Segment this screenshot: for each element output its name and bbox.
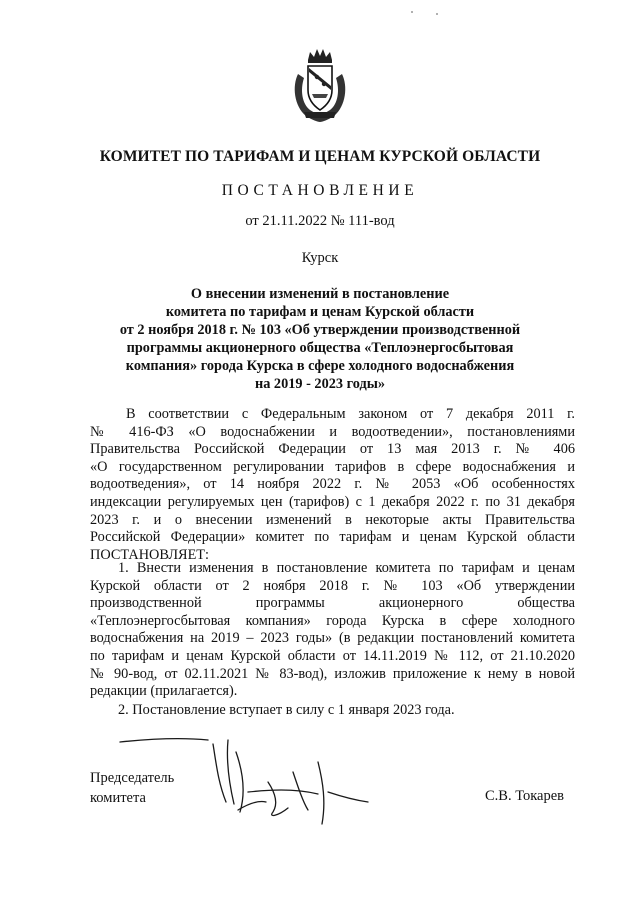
text-line: Российской Федерации» комитет по тарифам и ценам Курской области xyxy=(90,529,575,546)
scan-speck xyxy=(411,11,413,13)
text-line: водоотведения», от 14 ноября 2022 г. № 2053 «Об особенностях xyxy=(90,476,575,493)
document-title xyxy=(80,285,560,393)
text-line: водоснабжения на 2019 – 2023 годы» (в редакции постановлений комитета xyxy=(90,630,575,647)
text-line: № 416-ФЗ «О водоснабжении и водоотведении», постановлениями xyxy=(90,423,575,440)
position-line: Председатель xyxy=(90,770,175,786)
text-line: ПОСТАНОВЛЯЕТ: xyxy=(90,546,210,563)
text-line: № 90-вод, от 02.11.2021 № 83-вод), изложив приложение к нему в новой xyxy=(90,665,575,682)
text-line: 1. Внести изменения в постановление комитета по тарифам и ценам xyxy=(118,560,575,576)
city-line: Курск xyxy=(301,250,339,266)
text-line: индексации регулируемых цен (тарифов) с 1 декабря 2022 г. по 31 декабря xyxy=(90,493,575,510)
coat-of-arms-emblem xyxy=(290,46,350,124)
text-line: В соответствии с Федеральным законом от 7 декабря 2011 г. xyxy=(126,406,575,422)
text-line: «О государственном регулировании тарифов в сфере водоснабжения и xyxy=(90,458,575,475)
clause-1-paragraph xyxy=(90,560,575,701)
position-line: комитета xyxy=(90,790,146,806)
text-line: Правительства Российской Федерации от 13 мая 2013 г. № 406 xyxy=(90,441,575,458)
title-line: комитета по тарифам и ценам Курской области xyxy=(165,304,475,320)
text-line: производственной программы акционерного общества xyxy=(90,595,575,612)
text-line: 2023 г. и о внесении изменений в некоторые акты Правительства xyxy=(90,511,575,528)
scan-speck xyxy=(436,13,438,15)
title-line: от 2 ноября 2018 г. № 103 «Об утверждении производственной xyxy=(119,322,521,338)
title-line: программы акционерного общества «Теплоэнергосбытовая xyxy=(126,340,514,356)
text-line: 2. Постановление вступает в силу с 1 января 2023 года. xyxy=(118,702,455,718)
preamble-paragraph xyxy=(90,406,575,564)
date-number-line: от 21.11.2022 № 111-вод xyxy=(245,213,395,229)
signatory-position xyxy=(90,768,174,808)
title-line: компания» города Курска в сфере холодного водоснабжения xyxy=(125,358,515,374)
text-line: Курской области от 2 ноября 2018 г. № 103 «Об утверждении xyxy=(90,577,575,594)
title-line: О внесении изменений в постановление xyxy=(190,286,450,302)
text-line: по тарифам и ценам Курской области от 14.11.2019 № 112, от 21.10.2020 xyxy=(90,647,575,664)
clause-2-paragraph xyxy=(90,702,575,720)
text-line: редакции (прилагается). xyxy=(90,683,238,700)
title-line: на 2019 - 2023 годы» xyxy=(254,376,386,392)
document-type-heading: ПОСТАНОВЛЕНИЕ xyxy=(221,182,419,199)
committee-heading: КОМИТЕТ ПО ТАРИФАМ И ЦЕНАМ КУРСКОЙ ОБЛАСТИ xyxy=(99,148,541,165)
signatory-name: С.В. Токарев xyxy=(485,788,565,804)
text-line: «Теплоэнергосбытовая компания» города Курска в сфере холодного xyxy=(90,612,575,629)
